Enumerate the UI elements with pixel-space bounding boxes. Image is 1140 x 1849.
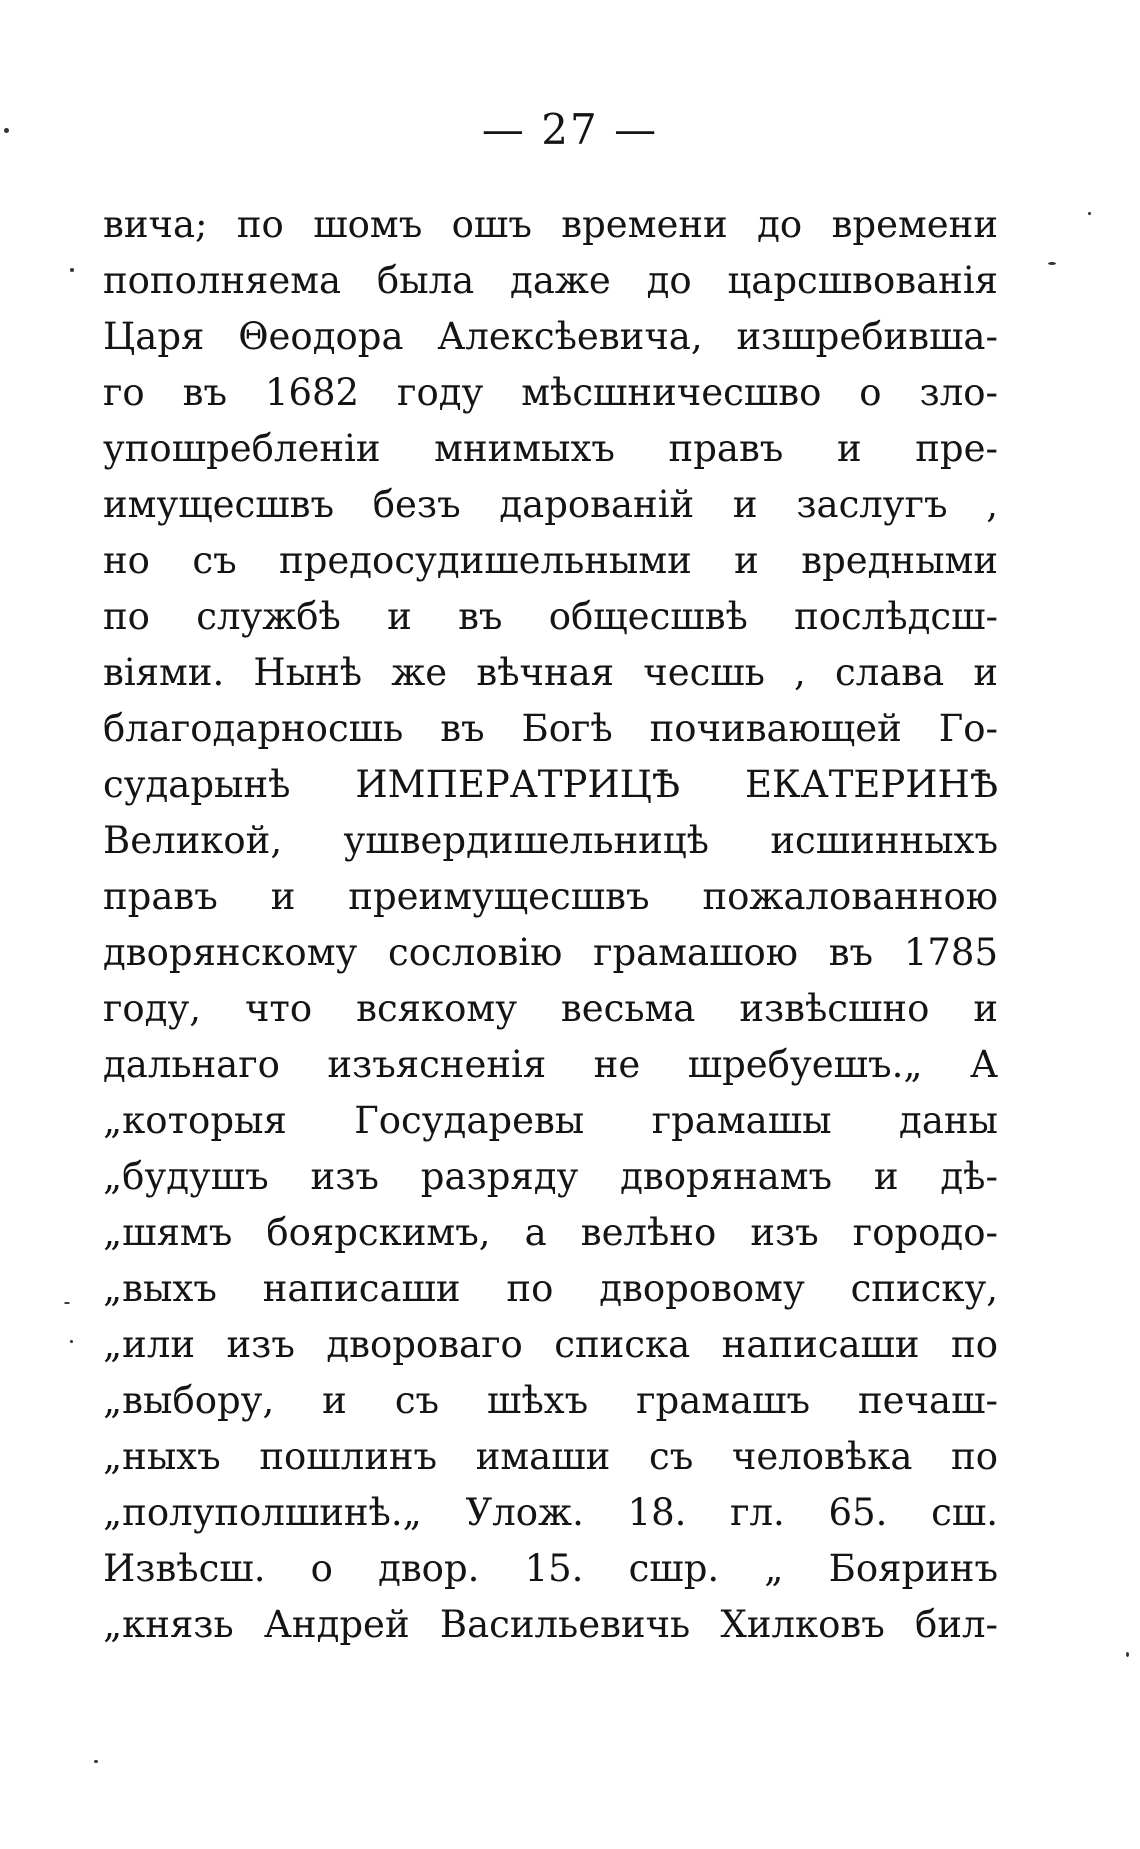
scan-speck <box>4 128 9 133</box>
text-line: благодарносшь въ Богѣ почивающей Го- <box>103 707 998 750</box>
text-line: „полуполшинѣ.„ Улож. 18. гл. 65. сш. <box>103 1491 998 1534</box>
text-line: „выбору, и съ шѣхъ грамашъ печаш- <box>103 1379 998 1422</box>
text-line: „князь Андрей Васильевичь Хилковъ бил- <box>103 1603 998 1646</box>
text-line: году, что всякому весьма извѣсшно и <box>103 987 998 1030</box>
text-line: віями. Нынѣ же вѣчная чесшь , слава и <box>103 651 998 694</box>
body-text <box>103 197 998 1653</box>
text-line: го въ 1682 году мѣсшничесшво о зло- <box>103 371 998 414</box>
text-line: имущесшвъ безъ дарованій и заслугъ , <box>103 483 998 526</box>
text-line: „шямъ боярскимъ, а велѣно изъ городо- <box>103 1211 998 1254</box>
scan-speck <box>70 1340 73 1343</box>
page-number: — 27 — <box>481 105 659 154</box>
text-line: Извѣсш. о двор. 15. сшр. „ Бояринъ <box>103 1547 998 1590</box>
text-line: вича; по шомъ ошъ времени до времени <box>103 203 998 246</box>
text-line: правъ и преимущесшвъ пожалованною <box>103 875 998 918</box>
text-line: Царя Θеодора Алексѣевича, изшребивша- <box>103 315 998 358</box>
text-line: „или изъ двороваго списка написаши по <box>103 1323 998 1366</box>
scan-speck <box>94 1760 98 1763</box>
text-line: „ныхъ пошлинъ имаши съ человѣка по <box>103 1435 998 1478</box>
text-line: „которыя Государевы грамашы даны <box>103 1099 998 1142</box>
text-line: дворянскому сословію грамашою въ 1785 <box>103 931 998 974</box>
text-line: сударынѣ ИМПЕРАТРИЦѢ ЕКАТЕРИНѢ <box>103 763 998 806</box>
text-line: по службѣ и въ общесшвѣ послѣдсш- <box>103 595 998 638</box>
scan-speck <box>1048 262 1056 265</box>
text-line: „выхъ написаши по дворовому списку, <box>103 1267 998 1310</box>
text-line: дальнаго изъясненія не шребуешъ.„ А <box>103 1043 998 1086</box>
scan-speck <box>1126 1652 1129 1657</box>
text-line: но съ предосудишельными и вредными <box>103 539 998 582</box>
text-line: Великой, ушвердишельницѣ исшинныхъ <box>103 819 998 862</box>
text-line: „будушъ изъ разряду дворянамъ и дѣ- <box>103 1155 998 1198</box>
text-line: пополняема была даже до царсшвованія <box>103 259 998 302</box>
scan-speck <box>64 1302 70 1304</box>
scan-speck <box>70 268 74 272</box>
scan-speck <box>1088 212 1091 215</box>
text-line: упошребленіи мнимыхъ правъ и пре- <box>103 427 998 470</box>
